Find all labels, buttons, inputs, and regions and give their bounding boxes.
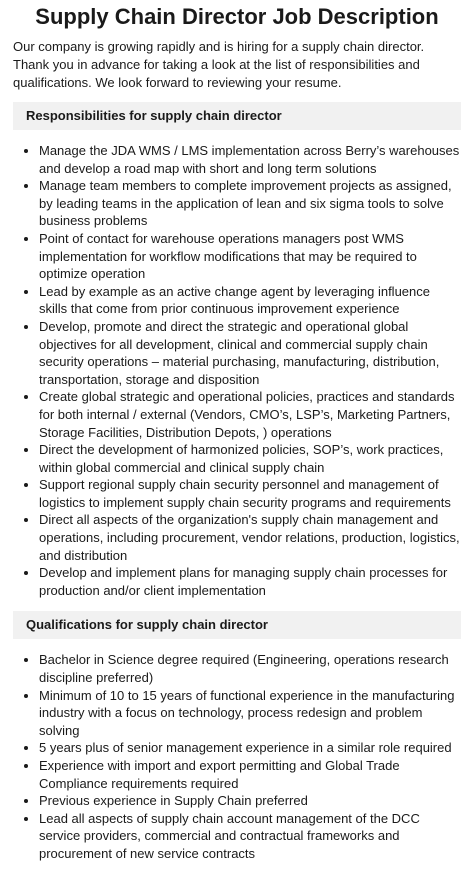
list-item: • Direct the development of harmonized policies, SOP’s, work practices, within global commercial and clinical supply chain	[39, 441, 461, 476]
qualifications-list	[13, 651, 461, 862]
list-item: • Previous experience in Supply Chain preferred	[39, 792, 461, 810]
list-item: • Manage team members to complete improvement projects as assigned, by leading teams in the application of lean and six sigma tools to solve business problems	[39, 177, 461, 230]
list-item: • Bachelor in Science degree required (Engineering, operations research discipline preferred)	[39, 651, 461, 686]
responsibilities-heading: Responsibilities for supply chain director	[13, 102, 461, 130]
list-item: • 5 years plus of senior management experience in a similar role required	[39, 739, 461, 757]
list-item: • Lead all aspects of supply chain account management of the DCC service providers, commercial and contractual frameworks and procurement of new service contracts	[39, 810, 461, 863]
list-item: • Point of contact for warehouse operations managers post WMS implementation for workflow modifications that may be required to optimize operation	[39, 230, 461, 283]
list-item: • Lead by example as an active change agent by leveraging influence skills that come from prior continuous improvement experience	[39, 283, 461, 318]
page-title: Supply Chain Director Job Description	[35, 4, 439, 29]
responsibilities-list	[13, 142, 461, 599]
list-item: • Manage the JDA WMS / LMS implementation across Berry’s warehouses and develop a road map with short and long term solutions	[39, 142, 461, 177]
list-item: • Support regional supply chain security personnel and management of logistics to implement supply chain security programs and requirements	[39, 476, 461, 511]
list-item: • Direct all aspects of the organization's supply chain management and operations, including procurement, vendor relations, production, logistics, and distribution	[39, 511, 461, 564]
list-item: • Develop, promote and direct the strategic and operational global objectives for all development, clinical and commercial supply chain security operations – material purchasing, manufacturing, distribution, transportation, storage and disposition	[39, 318, 461, 388]
list-item: • Create global strategic and operational policies, practices and standards for both internal / external (Vendors, CMO’s, LSP’s, Marketing Partners, Storage Facilities, Distribution Depots, ) operations	[39, 388, 461, 441]
qualifications-heading: Qualifications for supply chain director	[13, 611, 461, 639]
list-item: • Minimum of 10 to 15 years of functional experience in the manufacturing industry with a focus on technology, process redesign and problem solving	[39, 687, 461, 740]
list-item: • Experience with import and export permitting and Global Trade Compliance requirements required	[39, 757, 461, 792]
intro-paragraph: Our company is growing rapidly and is hiring for a supply chain director. Thank you in advance for taking a look at the list of responsibilities and qualifications. We look forward to reviewing your resume.	[13, 39, 425, 90]
list-item: • Develop and implement plans for managing supply chain processes for production and/or client implementation	[39, 564, 461, 599]
